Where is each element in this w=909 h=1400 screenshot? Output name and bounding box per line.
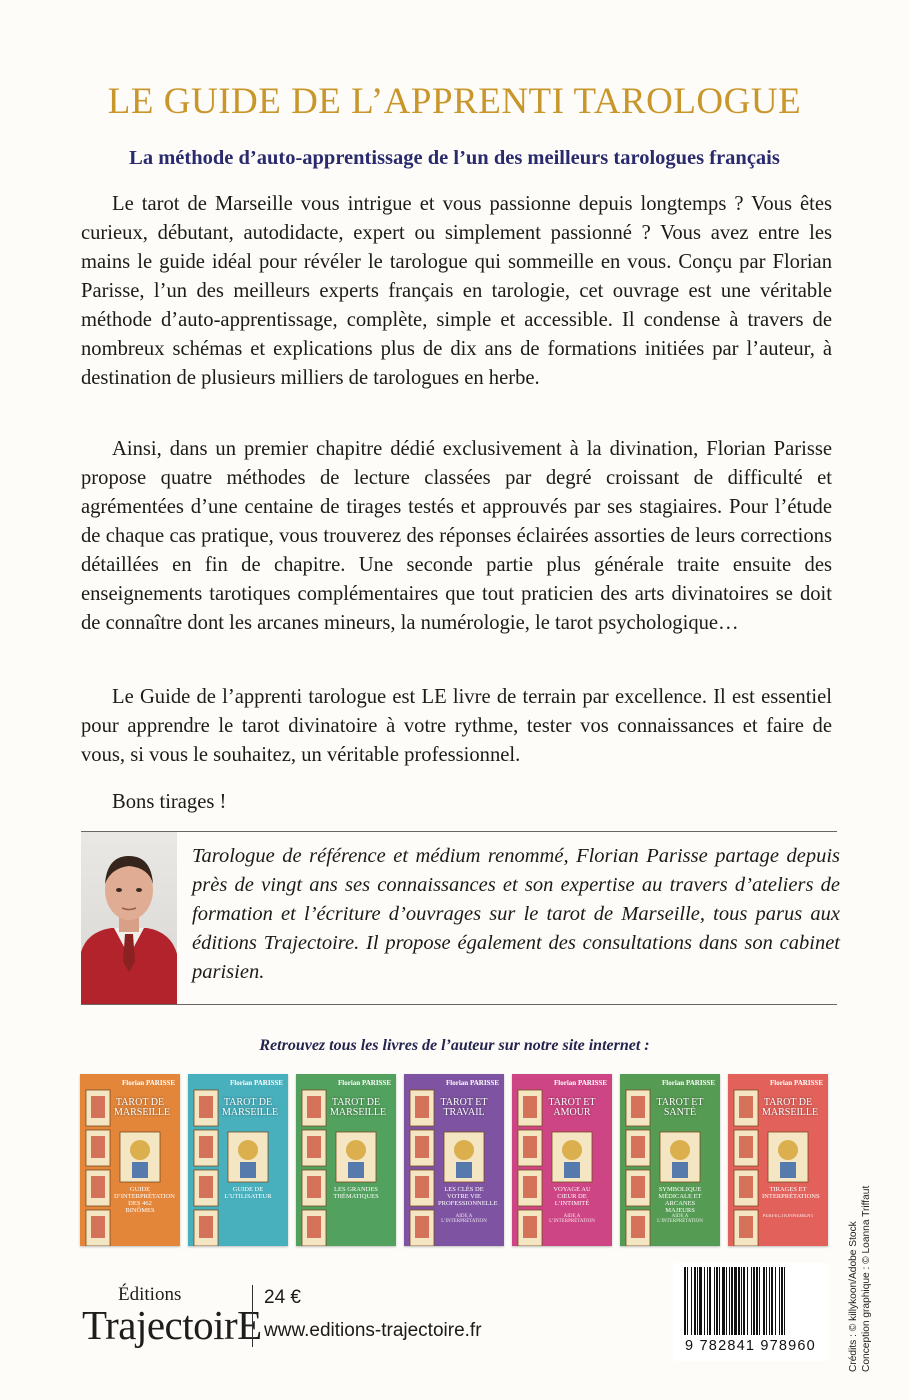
book-cover-title: TAROT DE MARSEILLE <box>762 1097 819 1118</box>
book-cover-author: Florian PARISSE <box>446 1079 499 1087</box>
author-bio: Tarologue de référence et médium renommé, Florian Parisse partage depuis près de vingt ans ses connaissances et son expertise au travers d’ateliers de formation et l’écriture d’ouvrages sur le tarot de Marseille, tous parus aux éditions Trajectoire. Il propose également des consultations dans son cabinet parisien. <box>192 845 840 983</box>
book-cover-2 <box>188 1074 288 1246</box>
credits-design: Conception graphique : © Loanna Triffaut <box>861 1185 872 1372</box>
book-cover-subtitle: LES GRANDES THÉMATIQUES <box>333 1186 379 1200</box>
publisher-logo-top: Éditions <box>118 1284 182 1305</box>
book-cover-7 <box>728 1074 828 1246</box>
book-cover-title: TAROT ET SANTÉ <box>656 1097 704 1118</box>
book-cover-subtitle: GUIDE DE L’UTILISATEUR <box>224 1186 272 1200</box>
book-cover-subtitle: VOYAGE AU CŒUR DE L’INTIMITÉ <box>553 1186 591 1207</box>
book-cover-line: AIDE À L’INTERPRÉTATION <box>657 1214 703 1224</box>
book-cover-author: Florian PARISSE <box>338 1079 391 1087</box>
book-cover-author: Florian PARISSE <box>770 1079 823 1087</box>
divider-top <box>81 831 837 832</box>
description-paragraph-3: Le Guide de l’apprenti tarologue est LE livre de terrain par excellence. Il est essentiel pour apprendre le tarot divinatoire à votre rythme, tester vos connaissances et faire de vous, si vous le souhaitez, un véritable professionnel. <box>81 686 832 766</box>
website-note: Retrouvez tous les livres de l’auteur sur notre site internet : <box>259 1037 650 1054</box>
publisher-logo-bottom: TrajectoirE <box>82 1302 262 1348</box>
book-cover-3 <box>296 1074 396 1246</box>
book-cover-subtitle: SYMBOLIQUE MÉDICALE ET ARCANES MAJEURS <box>658 1186 702 1214</box>
book-cover-6 <box>620 1074 720 1246</box>
credits-photo: Crédits : © killykoon/Adobe Stock <box>848 1221 859 1372</box>
book-cover-line: PERFECTIONNEMENT <box>762 1214 814 1219</box>
book-cover-title: TAROT DE MARSEILLE <box>222 1097 279 1118</box>
book-cover-subtitle: TIRAGES ET INTERPRÉTATIONS <box>762 1186 820 1200</box>
divider-bottom <box>81 1004 837 1005</box>
book-cover-author: Florian PARISSE <box>662 1079 715 1087</box>
book-cover-author: Florian PARISSE <box>554 1079 607 1087</box>
book-cover-line: AIDE À L’INTERPRÉTATION <box>549 1214 595 1224</box>
book-cover-author: Florian PARISSE <box>122 1079 175 1087</box>
book-cover-title: TAROT ET TRAVAIL <box>440 1097 488 1118</box>
logo-divider <box>252 1285 253 1347</box>
description-paragraph-1: Le tarot de Marseille vous intrigue et vous passionne depuis longtemps ? Vous êtes curieux, débutant, autodidacte, expert ou simplement passionné ? Vous avez entre les mains le guide idéal pour révéler le tarologue qui sommeille en vous. Conçu par Florian Parisse, l’un des meilleurs experts français en tarologie, cet ouvrage est une véritable méthode d’auto-apprentissage, complète, simple et accessible. Il condense à travers de nombreux schémas et explications plus de dix ans de formations initiées par l’auteur, à destination de plusieurs milliers de tarologues en herbe. <box>81 193 832 389</box>
book-cover-1 <box>80 1074 180 1246</box>
book-cover-title: TAROT DE MARSEILLE <box>114 1097 171 1118</box>
description-paragraph-4: Bons tirages ! <box>112 791 227 813</box>
description-paragraph-2: Ainsi, dans un premier chapitre dédié exclusivement à la divination, Florian Parisse propose quatre méthodes de lecture classées par degré croissant de difficulté et agrémentées d’une centaine de tirages testés et approuvés par ses stagiaires. Pour l’étude de chaque cas pratique, vous trouverez des réponses éclairées assorties de leurs corrections détaillées en fin de chapitre. Une seconde partie plus générale traite ensuite des enseignements tarotiques complémentaires que tout praticien des arts divinatoires se doit de connaître dont les arcanes mineurs, la numérologie, le tarot psychologique… <box>81 438 832 634</box>
book-cover-4 <box>404 1074 504 1246</box>
book-cover-subtitle: LES CLÉS DE VOTRE VIE PROFESSIONNELLE <box>438 1186 498 1207</box>
price: 24 € <box>264 1287 301 1308</box>
book-title: LE GUIDE DE L’APPRENTI TAROLOGUE <box>107 81 802 122</box>
book-cover-title: TAROT ET AMOUR <box>548 1097 596 1118</box>
book-cover-subtitle: GUIDE D’INTERPRÉTATION DES 462 BINÔMES <box>114 1186 175 1214</box>
book-cover-line: AIDE À L’INTERPRÉTATION <box>441 1214 487 1224</box>
credits <box>847 1186 873 1372</box>
author-photo <box>81 832 177 1004</box>
isbn-barcode <box>673 1263 828 1361</box>
publisher-logo <box>82 1277 262 1348</box>
isbn-number: 9 782841 978960 <box>685 1338 816 1354</box>
book-subtitle: La méthode d’auto-apprentissage de l’un des meilleurs tarologues français <box>129 147 780 169</box>
book-cover-author: Florian PARISSE <box>230 1079 283 1087</box>
book-cover-title: TAROT DE MARSEILLE <box>330 1097 387 1118</box>
book-cover-5 <box>512 1074 612 1246</box>
website-url: www.editions-trajectoire.fr <box>264 1320 482 1341</box>
